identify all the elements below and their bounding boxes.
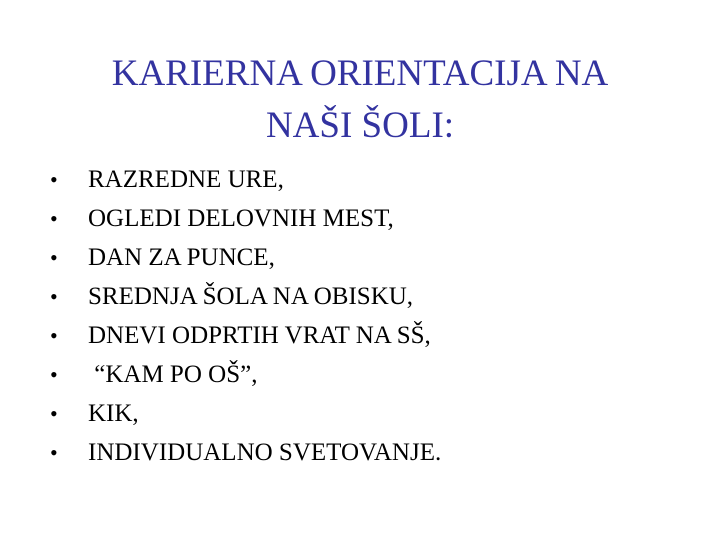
bullet-item — [50, 238, 441, 277]
bullet-text: OGLEDI DELOVNIH MEST, — [88, 205, 394, 232]
bullet-item — [50, 316, 441, 355]
bullet-item — [50, 199, 441, 238]
slide-title — [40, 48, 680, 152]
bullet-icon: • — [50, 401, 58, 426]
bullet-item — [50, 355, 441, 394]
bullet-icon: • — [50, 167, 58, 192]
slide-title-line-1: KARIERNA ORIENTACIJA NA — [111, 53, 609, 94]
bullet-text: DAN ZA PUNCE, — [88, 244, 275, 271]
bullet-icon: • — [50, 362, 58, 387]
bullet-text: SREDNJA ŠOLA NA OBISKU, — [88, 283, 414, 310]
bullet-list — [50, 160, 441, 472]
bullet-icon: • — [50, 440, 58, 465]
bullet-text: RAZREDNE URE, — [88, 166, 284, 193]
bullet-icon: • — [50, 323, 58, 348]
bullet-item — [50, 160, 441, 199]
bullet-icon: • — [50, 284, 58, 309]
bullet-icon: • — [50, 245, 58, 270]
bullet-item — [50, 394, 441, 433]
bullet-icon: • — [50, 206, 58, 231]
bullet-text: DNEVI ODPRTIH VRAT NA SŠ, — [88, 322, 431, 349]
bullet-text: KIK, — [88, 400, 139, 427]
bullet-text: INDIVIDUALNO SVETOVANJE. — [88, 439, 442, 466]
slide-title-line-2: NAŠI ŠOLI: — [265, 105, 455, 146]
bullet-item — [50, 433, 441, 472]
bullet-text: “KAM PO OŠ”, — [88, 361, 258, 388]
bullet-item — [50, 277, 441, 316]
